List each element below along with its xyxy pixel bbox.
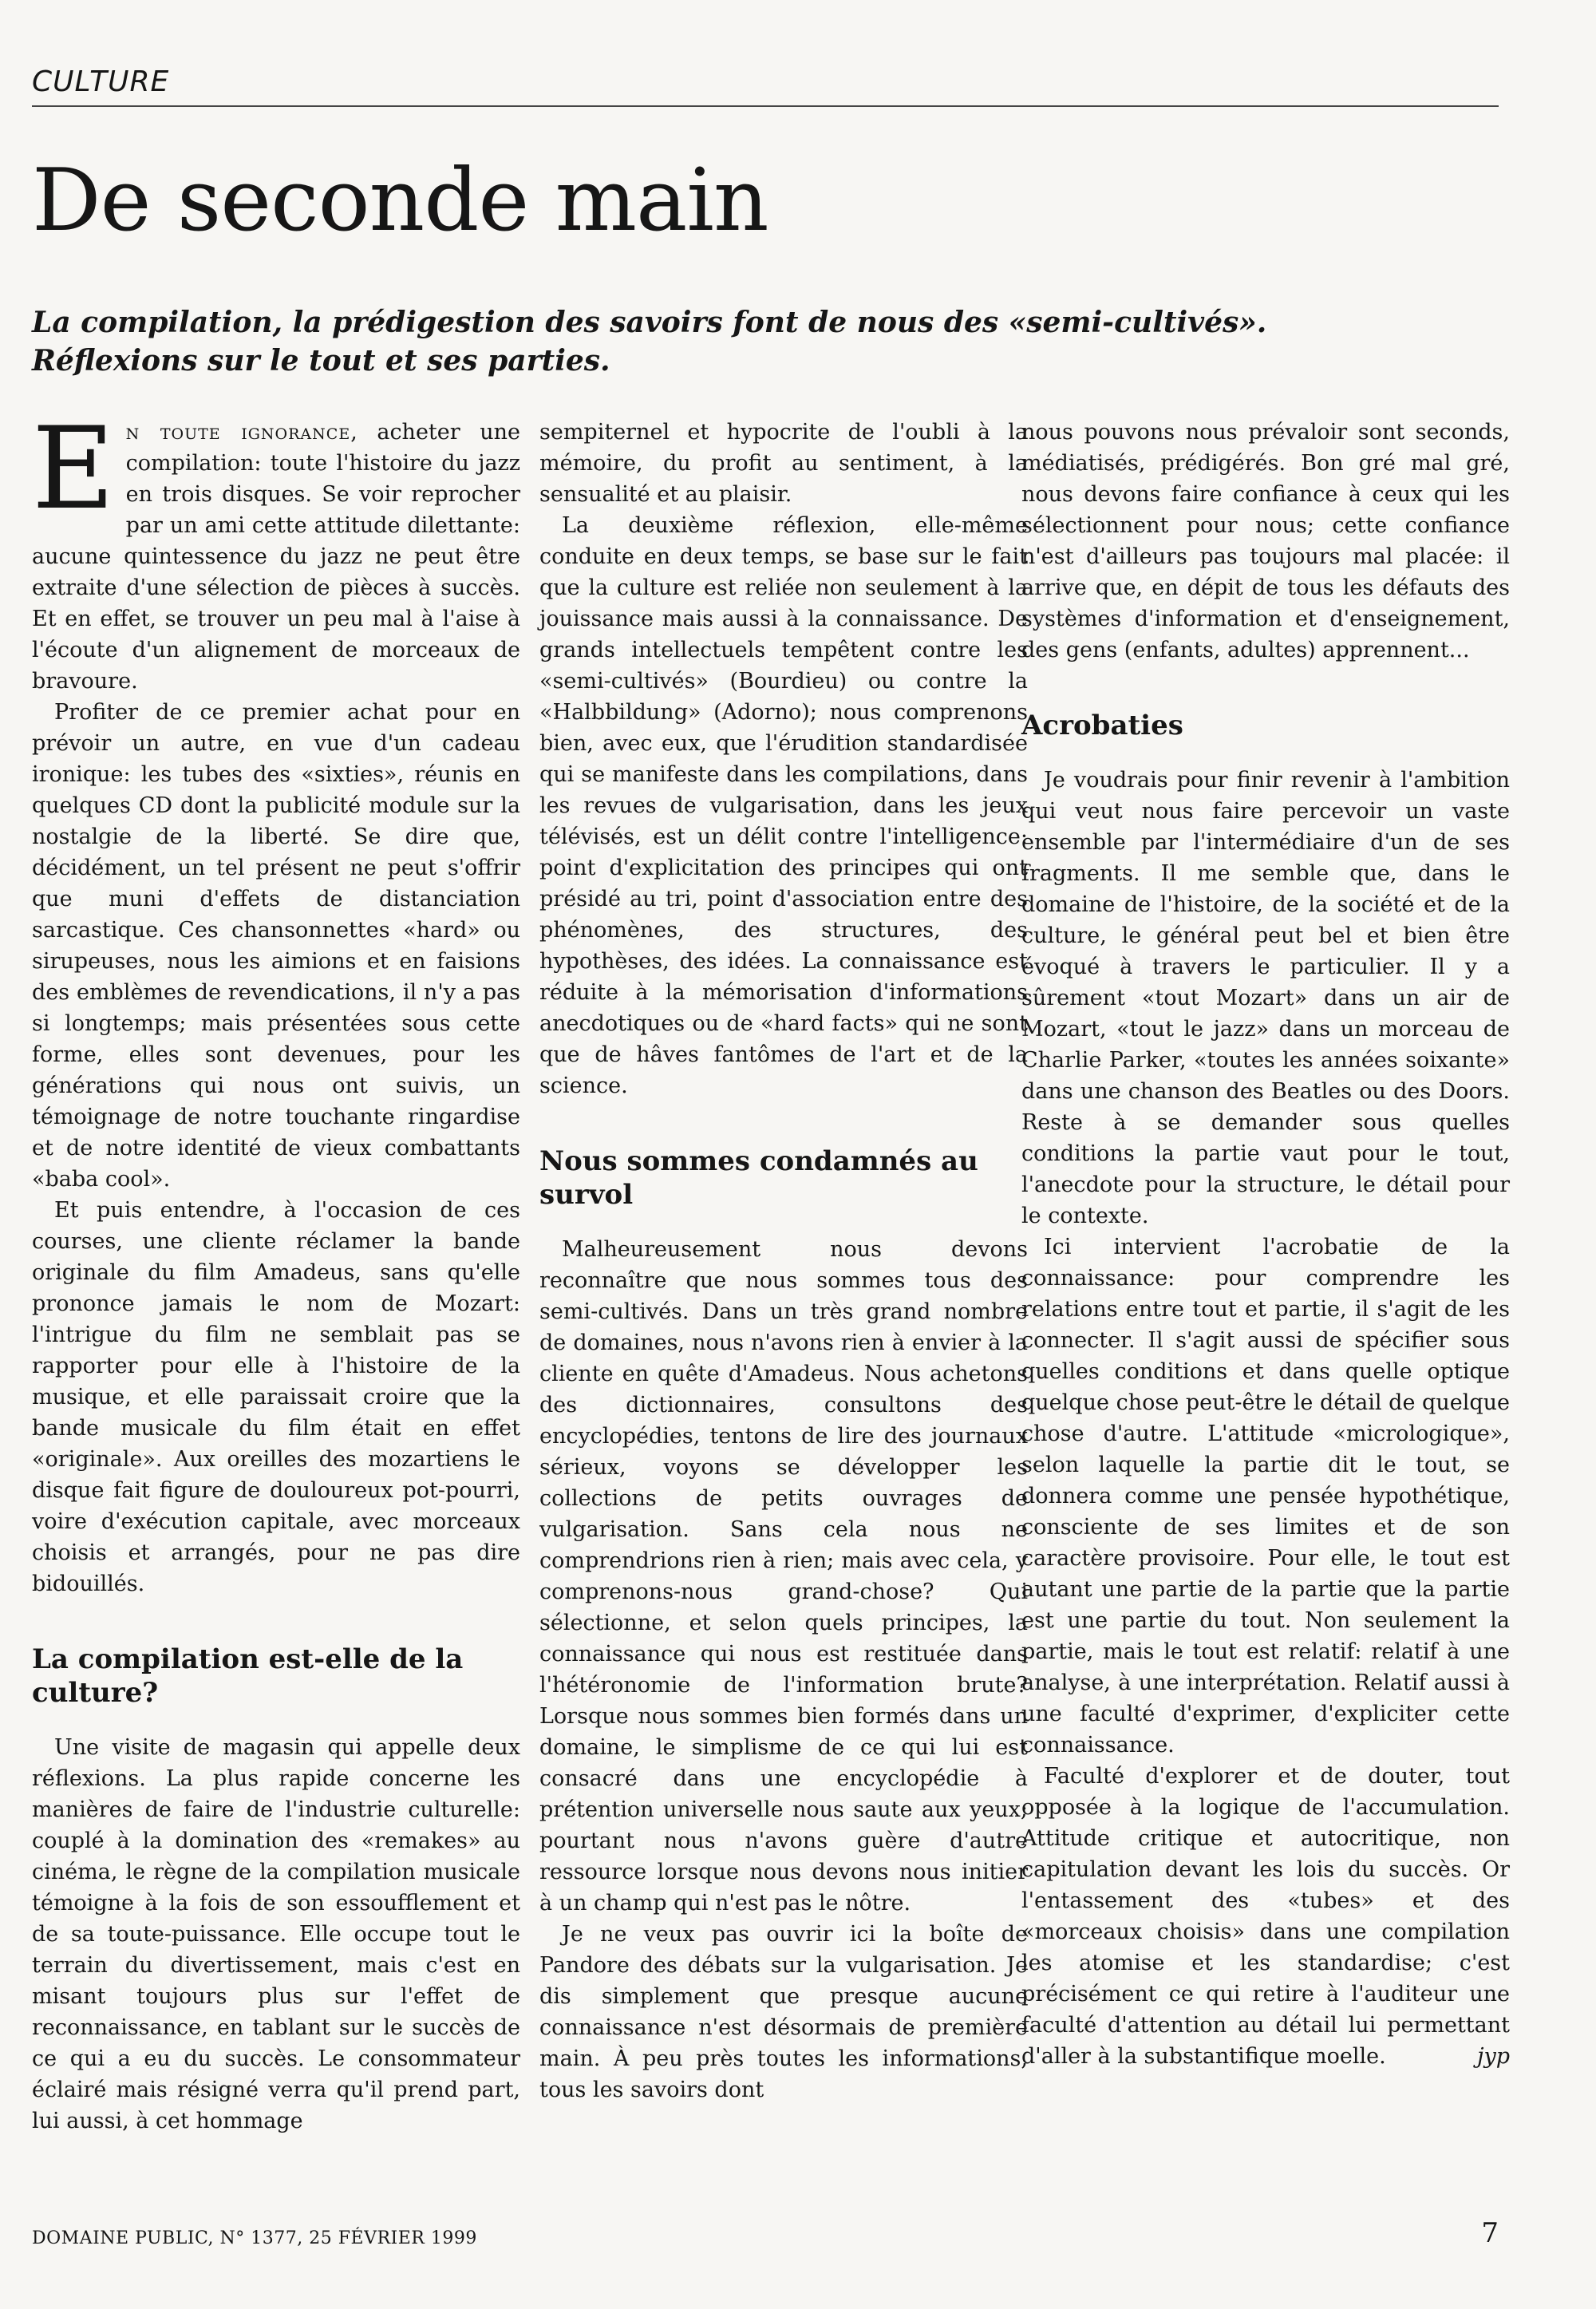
paragraph: Malheureusement nous devons reconnaître que nous sommes tous des semi-cultivés. Dans un très grand nombre de domaines, nous n'avons rien à envier à la cliente en quête d'Amadeus. Nous achetons des dictionnaires, consultons des encyclopédies, tentons de lire des journaux sérieux, voyons se développer les collections de petits ouvrages de vulgarisation. Sans cela nous ne comprendrions rien à rien; mais avec cela, y comprenons-nous grand-chose? Qui sélectionne, et selon quels principes, la connaissance qui nous est restituée dans l'hétéronomie de l'information brute? Lorsque nous sommes bien formés dans un domaine, le simplisme de ce qui lui est consacré dans une encyclopédie à prétention universelle nous saute aux yeux; pourtant nous n'avons guère d'autre ressource lorsque nous devons nous initier à un champ qui n'est pas le nôtre. xyxy=(539,1237,1028,1916)
column-2 xyxy=(539,417,1028,2105)
paragraph xyxy=(1021,1761,1510,2072)
paragraph-text: Faculté d'explorer et de douter, tout opposée à la logique de l'accumulation. Attitude critique et autocritique, non capitulation devant les lois du succès. Or l'entassement des «tubes» et des «morceaux choisis» dans une compilation les atomise et les standardise; c'est précisément ce qui retire à l'auditeur une faculté d'attention au détail lui permettant d'aller à la substantifique moelle. xyxy=(1021,1764,1510,2069)
column-3 xyxy=(1021,417,1510,2072)
paragraph: Je voudrais pour finir revenir à l'ambition qui veut nous faire percevoir un vaste ensemble par l'intermédiaire d'un de ses fragments. Il me semble que, dans le domaine de l'histoire, de la société et de la culture, le général peut bel et bien être évoqué à travers le particulier. Il y a sûrement «tout Mozart» dans un air de Mozart, «tout le jazz» dans un morceau de Charlie Parker, «toutes les années soixante» dans une chanson des Beatles ou des Doors. Reste à se demander sous quelles conditions la partie vaut pour le tout, l'anecdote pour la structure, le détail pour le contexte. xyxy=(1021,768,1510,1228)
paragraph: Profiter de ce premier achat pour en prévoir un autre, en vue d'un cadeau ironique: les tubes des «sixties», réunis en quelques CD dont la publicité module sur la nostalgie de la liberté. Se dire que, décidément, un tel présent ne peut s'offrir que muni d'effets de distanciation sarcastique. Ces chansonnettes «hard» ou sirupeuses, nous les aimions et en faisions des emblèmes de revendications, il n'y a pas si longtemps; mais présentées sous cette forme, elles sont devenues, pour les générations qui nous ont suivis, un témoignage de notre touchante ringardise et de notre identité de vieux combattants «baba cool». xyxy=(32,700,520,1192)
paragraph: La deuxième réflexion, elle-même conduite en deux temps, se base sur le fait que la culture est reliée non seulement à la jouissance mais aussi à la connaissance. De grands intellectuels tempêtent contre les «semi-cultivés» (Bourdieu) ou contre la «Halbbildung» (Adorno); nous comprenons bien, avec eux, que l'érudition standardisée qui se manifeste dans les compilations, dans les revues de vulgarisation, dans les jeux télévisés, est un délit contre l'intelligence: point d'explicitation des principes qui ont présidé au tri, point d'association entre des phénomènes, des structures, des hypothèses, des idées. La connaissance est réduite à la mémorisation d'informations anecdotiques ou de «hard facts» qui ne sont que de hâves fantômes de l'art et de la science. xyxy=(539,513,1028,1098)
lead-in-small-caps: n toute ignorance xyxy=(125,420,351,445)
subheading: Nous sommes condamnés au survol xyxy=(539,1145,978,1211)
paragraph: Et puis entendre, à l'occasion de ces courses, une cliente réclamer la bande originale du film Amadeus, sans qu'elle prononce jamais le nom de Mozart: l'intrigue du film ne semblait pas se rapporter pour elle à l'histoire de la musique, et elle paraissait croire que la bande musicale du film était en effet «originale». Aux oreilles des mozartiens le disque fait figure de douloureux pot-pourri, voire d'exécution capitale, avec morceaux choisis et arrangés, pour ne pas dire bidouillés. xyxy=(32,1198,520,1596)
header-rule xyxy=(32,105,1499,107)
paragraph: Je ne veux pas ouvrir ici la boîte de Pandore des débats sur la vulgarisation. Je dis simplement que presque aucune connaissance n'est désormais de première main. À peu près toutes les informations, tous les savoirs dont xyxy=(539,1922,1028,2102)
section-rubric: CULTURE xyxy=(32,65,170,98)
article-standfirst xyxy=(32,303,1500,380)
standfirst-line-1: La compilation, la prédigestion des savoirs font de nous des «semi-cultivés». xyxy=(32,306,1267,339)
page-number: 7 xyxy=(1481,2217,1499,2249)
author-signature: jyp xyxy=(1477,2044,1510,2069)
paragraph xyxy=(32,403,520,697)
drop-cap: E xyxy=(32,403,115,535)
subheading: La compilation est-elle de la culture? xyxy=(32,1643,464,1709)
standfirst-line-2: Réflexions sur le tout et ses parties. xyxy=(32,344,610,378)
article-title: De seconde main xyxy=(32,151,768,251)
column-1 xyxy=(32,403,520,2137)
paragraph-text: , acheter une compilation: toute l'histoire du jazz en trois disques. Se voir reprocher par un ami cette attitude dilettante: aucune quintessence du jazz ne peut être extraite d'une sélection de pièces à succès. Et en effet, se trouver un peu mal à l'aise à l'écoute d'un alignement de morceaux de bravoure. xyxy=(32,420,520,694)
publication-footer: DOMAINE PUBLIC, N° 1377, 25 FÉVRIER 1999 xyxy=(32,2228,477,2248)
paragraph: nous pouvons nous prévaloir sont seconds, médiatisés, prédigérés. Bon gré mal gré, nous devons faire confiance à ceux qui les sélectionnent pour nous; cette confiance n'est d'ailleurs pas toujours mal placée: il arrive que, en dépit de tous les défauts des systèmes d'information et d'enseignement, des gens (enfants, adultes) apprennent... xyxy=(1021,420,1510,662)
subheading: Acrobaties xyxy=(1021,710,1183,741)
paragraph: sempiternel et hypocrite de l'oubli à la mémoire, du profit au sentiment, à la sensualité et au plaisir. xyxy=(539,420,1028,507)
paragraph: Une visite de magasin qui appelle deux réflexions. La plus rapide concerne les manières de faire de l'industrie culturelle: couplé à la domination des «remakes» au cinéma, le règne de la compilation musicale témoigne à la fois de son essoufflement et de sa toute-puissance. Elle occupe tout le terrain du divertissement, mais c'est en misant toujours plus sur l'effet de reconnaissance, en tablant sur le succès de ce qui a eu du succès. Le consommateur éclairé mais résigné verra qu'il prend part, lui aussi, à cet hommage xyxy=(32,1735,520,2133)
paragraph: Ici intervient l'acrobatie de la connaissance: pour comprendre les relations entre tout et partie, il s'agit de les connecter. Il s'agit aussi de spécifier sous quelles conditions et dans quelle optique quelque chose peut-être le détail de quelque chose d'autre. L'attitude «micrologique», selon laquelle la partie dit le tout, se donnera comme une pensée hypothétique, consciente de ses limites et de son caractère provisoire. Pour elle, le tout est autant une partie de la partie que la partie est une partie du tout. Non seulement la partie, mais le tout est relatif: relatif à une analyse, à une interprétation. Relatif aussi à une faculté d'exprimer, d'expliciter cette connaissance. xyxy=(1021,1235,1510,1757)
